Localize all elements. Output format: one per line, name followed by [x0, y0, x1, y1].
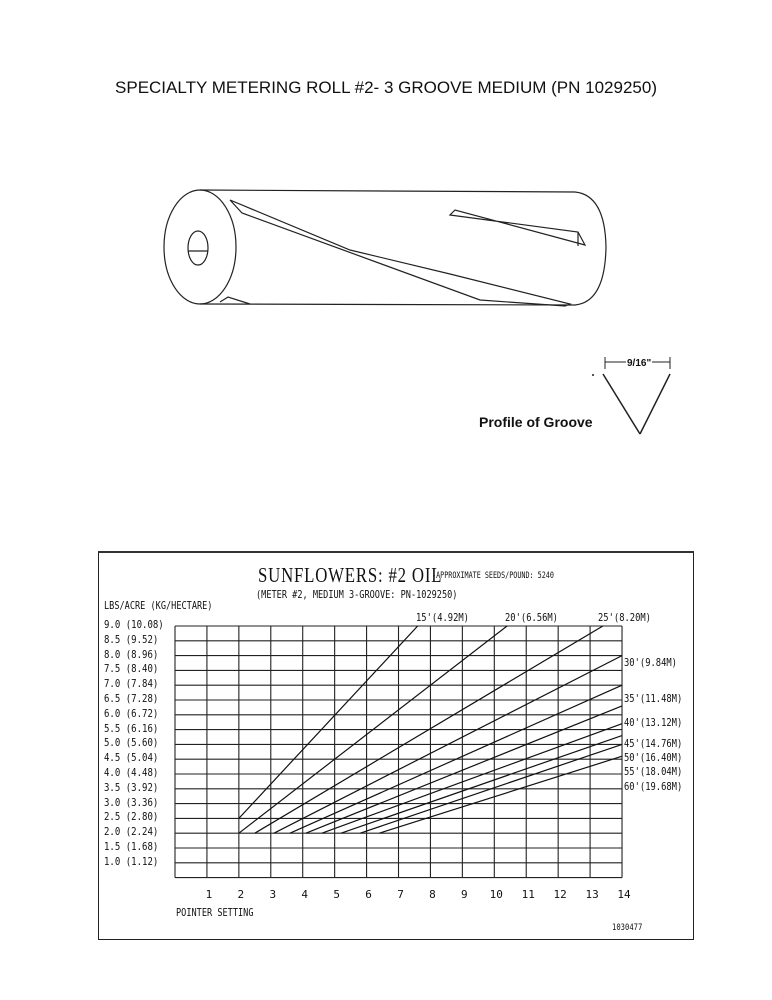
x-axis-title: POINTER SETTING — [176, 906, 254, 919]
x-tick-label: 12 — [553, 888, 567, 901]
y-tick-label: 3.0 (3.36) — [104, 795, 159, 809]
x-tick-label: 3 — [269, 888, 277, 901]
x-tick-label: 7 — [397, 888, 404, 901]
series-label: 15'(4.92M) — [416, 611, 469, 624]
y-tick-label: 6.0 (6.72) — [104, 706, 159, 720]
chart-title: SUNFLOWERS: #2 OIL — [258, 563, 443, 587]
y-tick-label: 8.5 (9.52) — [104, 632, 159, 646]
series-line — [306, 706, 622, 833]
y-tick-label: 7.5 (8.40) — [104, 662, 159, 676]
y-axis-title: LBS/ACRE (KG/HECTARE) — [104, 599, 213, 612]
series-label: 20'(6.56M) — [505, 611, 558, 624]
groove-dimension: 9/16" — [627, 358, 652, 369]
x-tick-label: 8 — [429, 888, 436, 901]
y-tick-label: 1.5 (1.68) — [104, 840, 159, 853]
chart-meter-note: (METER #2, MEDIUM 3-GROOVE: PN-1029250) — [256, 588, 458, 601]
y-tick-label: 7.0 (7.84) — [104, 677, 159, 691]
series-label: 60'(19.68M) — [624, 780, 683, 793]
series-label: 25'(8.20M) — [598, 611, 651, 624]
y-tick-label: 6.5 (7.28) — [104, 692, 159, 705]
x-tick-label: 13 — [585, 888, 599, 901]
x-tick-label: 6 — [365, 888, 372, 901]
y-tick-label: 2.5 (2.80) — [104, 810, 159, 824]
y-tick-label: 8.0 (8.96) — [104, 647, 159, 661]
series-label: 45'(14.76M) — [624, 737, 683, 750]
series-label: 40'(13.12M) — [624, 716, 683, 729]
chart-subtitle: -APPROXIMATE SEEDS/POUND: 5240 — [432, 571, 554, 581]
x-tick-label: 9 — [461, 888, 468, 901]
y-tick-label: 5.0 (5.60) — [104, 736, 159, 750]
x-tick-label: 4 — [301, 888, 309, 901]
page-title: SPECIALTY METERING ROLL #2- 3 GROOVE MEDIUM (PN 1029250) — [115, 78, 657, 97]
series-label: 55'(18.04M) — [624, 765, 683, 778]
y-tick-label: 1.0 (1.12) — [104, 854, 159, 868]
x-tick-label: 11 — [521, 888, 535, 901]
x-tick-label: 1 — [205, 888, 213, 901]
chart-grid — [175, 626, 622, 878]
x-tick-label: 5 — [333, 888, 340, 901]
x-tick-label: 2 — [237, 888, 245, 901]
x-tick-label: 14 — [617, 888, 631, 901]
y-tick-label: 9.0 (10.08) — [104, 618, 164, 631]
y-tick-label: 2.0 (2.24) — [104, 825, 159, 839]
groove-profile-label: Profile of Groove — [479, 414, 593, 430]
y-tick-label: 4.0 (4.48) — [104, 766, 159, 779]
series-label: 30'(9.84M) — [624, 656, 677, 669]
series-label: 35'(11.48M) — [624, 692, 683, 705]
y-tick-label: 4.5 (5.04) — [104, 751, 159, 765]
y-tick-label: 3.5 (3.92) — [104, 780, 159, 794]
document-number: 1030477 — [612, 923, 643, 933]
series-label: 50'(16.40M) — [624, 751, 683, 764]
y-tick-label: 5.5 (6.16) — [104, 721, 159, 735]
x-tick-label: 10 — [489, 888, 503, 901]
